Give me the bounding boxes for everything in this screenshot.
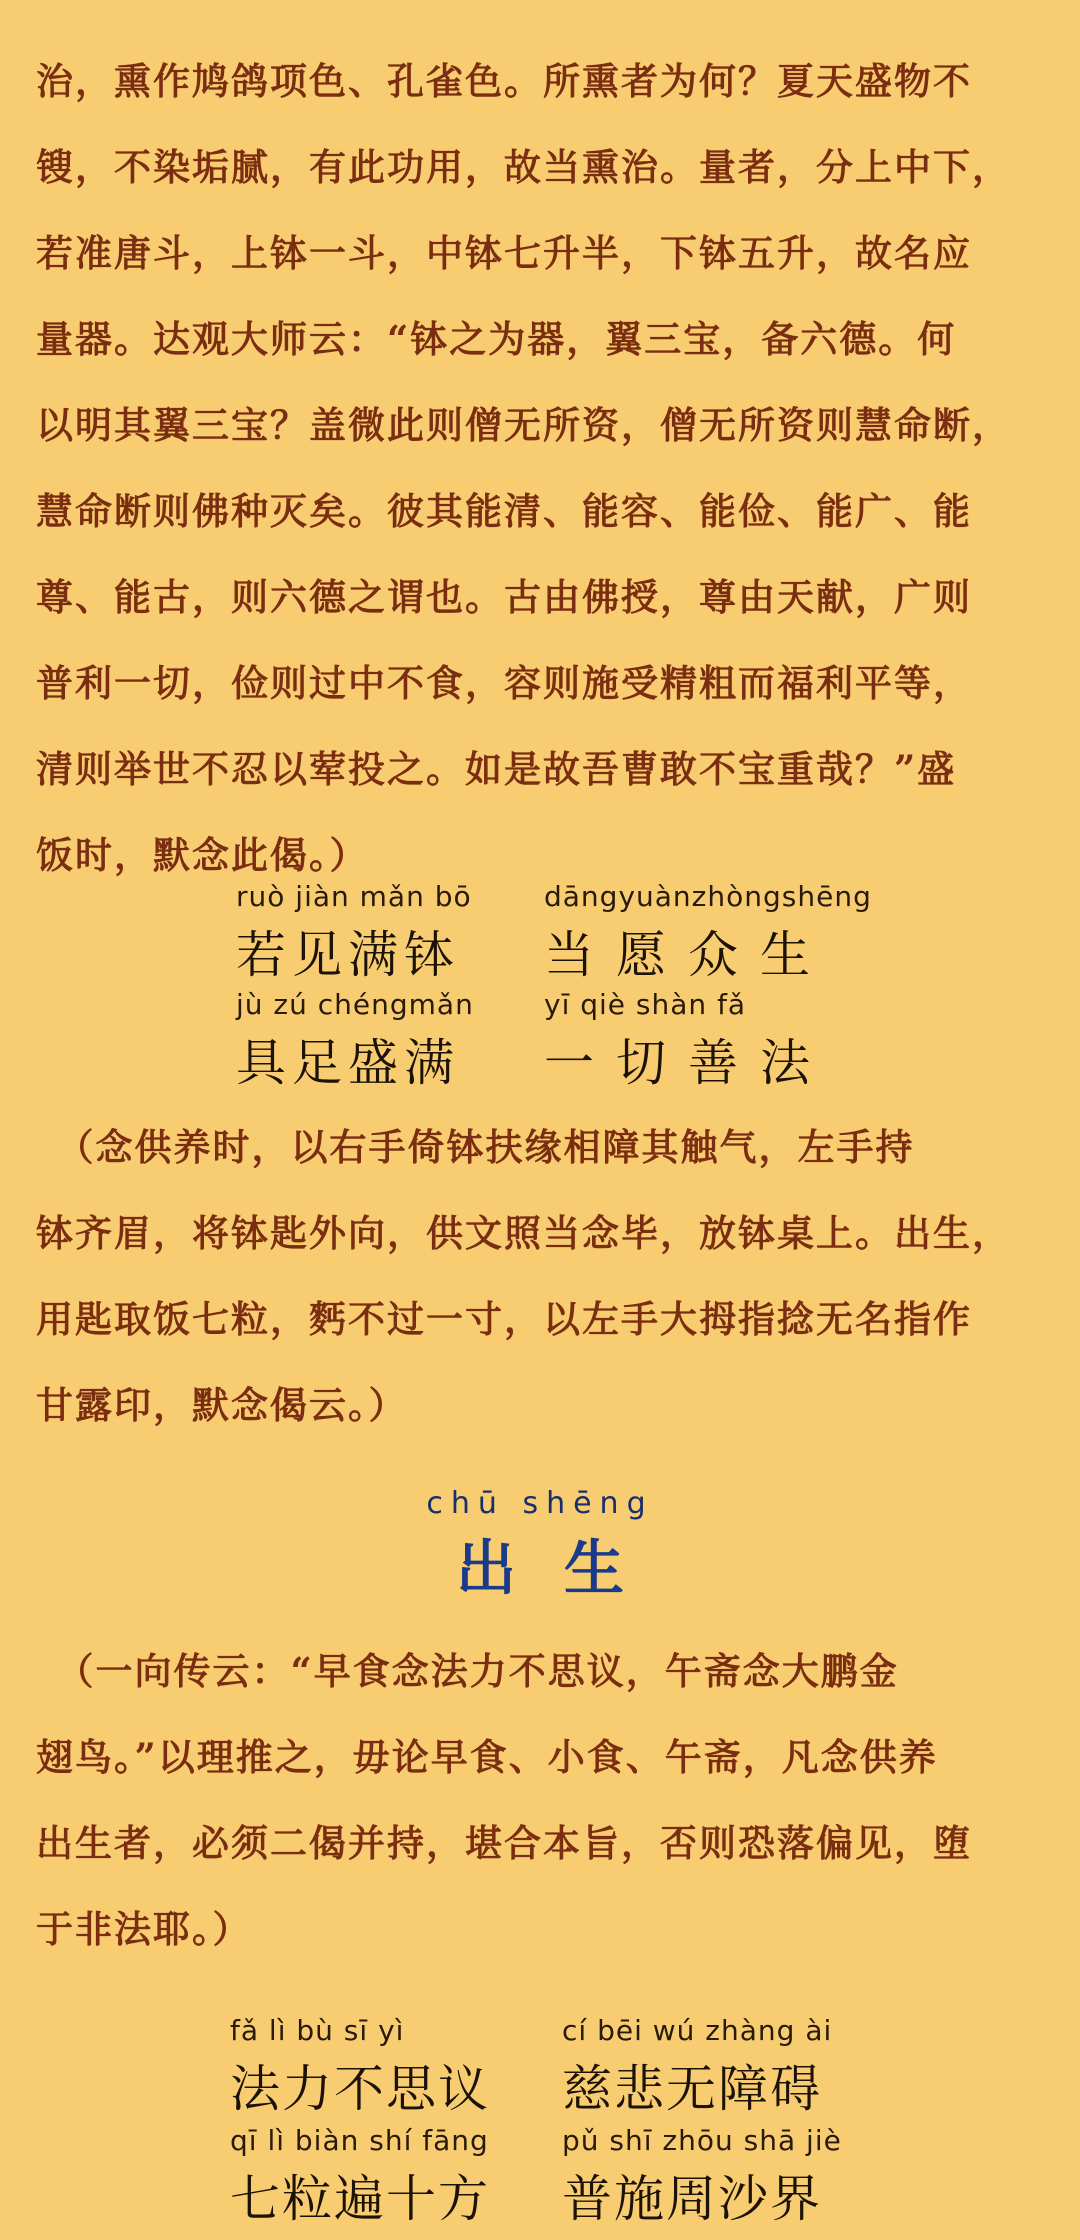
section-heading bbox=[0, 1486, 1080, 1607]
pinyin-annotation: fǎ lì bù sī yì bbox=[230, 2014, 405, 2047]
text-line: （念供养时，以右手倚钵扶缘相障其触气，左手持 bbox=[36, 1125, 915, 1169]
paragraph-commentary-1 bbox=[36, 38, 1011, 898]
text-line: （一向传云：“早食念法力不思议，午斋念大鹏金 bbox=[36, 1649, 899, 1693]
text-line: 钵齐眉，将钵匙外向，供文照当念毕，放钵桌上。出生， bbox=[36, 1211, 1011, 1255]
text-line: 清则举世不忍以荤投之。如是故吾曹敢不宝重哉？”盛 bbox=[36, 747, 957, 791]
verse-text: 具足盛满 bbox=[236, 1034, 460, 1092]
pinyin-annotation: pǔ shī zhōu shā jiè bbox=[562, 2124, 842, 2157]
paragraph-commentary-2 bbox=[36, 1104, 1011, 1448]
text-line: 于非法耶。） bbox=[36, 1907, 252, 1951]
verse-text: 慈悲无障碍 bbox=[562, 2060, 822, 2118]
paragraph-commentary-3 bbox=[36, 1628, 972, 1972]
verse-phrase bbox=[544, 880, 872, 987]
pinyin-annotation: qī lì biàn shí fāng bbox=[230, 2124, 489, 2157]
verse-phrase bbox=[562, 2014, 832, 2121]
verse-phrase bbox=[562, 2124, 842, 2231]
text-line: 普利一切，俭则过中不食，容则施受精粗而福利平等， bbox=[36, 661, 972, 705]
text-line: 尊、能古，则六德之谓也。古由佛授，尊由天献，广则 bbox=[36, 575, 972, 619]
text-line: 饭时，默念此偈。） bbox=[36, 833, 369, 877]
verse-text: 七粒遍十方 bbox=[230, 2170, 490, 2228]
verse-text: 普施周沙界 bbox=[562, 2170, 822, 2228]
text-line: 甘露印，默念偈云。） bbox=[36, 1383, 408, 1427]
text-line: 慧命断则佛种灭矣。彼其能清、能容、能俭、能广、能 bbox=[36, 489, 972, 533]
verse-phrase bbox=[544, 988, 832, 1095]
text-line: 治，熏作鸠鸽项色、孔雀色。所熏者为何？夏天盛物不 bbox=[36, 59, 972, 103]
verse-phrase bbox=[236, 988, 474, 1095]
verse-text: 当愿众生 bbox=[544, 926, 832, 984]
verse-text: 法力不思议 bbox=[230, 2060, 490, 2118]
text-line: 出生者，必须二偈并持，堪合本旨，否则恐落偏见，堕 bbox=[36, 1821, 972, 1865]
verse-phrase bbox=[236, 880, 472, 987]
heading-pinyin: chū shēng bbox=[426, 1486, 654, 1521]
pinyin-annotation: ruò jiàn mǎn bō bbox=[236, 880, 472, 913]
text-line: 量器。达观大师云：“钵之为器，翼三宝，备六德。何 bbox=[36, 317, 957, 361]
pinyin-annotation: jù zú chéngmǎn bbox=[236, 988, 474, 1021]
text-line: 锼，不染垢腻，有此功用，故当熏治。量者，分上中下， bbox=[36, 145, 1011, 189]
text-line: 若准唐斗，上钵一斗，中钵七升半，下钵五升，故名应 bbox=[36, 231, 972, 275]
verse-phrase bbox=[230, 2124, 490, 2231]
pinyin-annotation: yī qiè shàn fǎ bbox=[544, 988, 747, 1021]
text-line: 翅鸟。”以理推之，毋论早食、小食、午斋，凡念供养 bbox=[36, 1735, 938, 1779]
pinyin-annotation: dāngyuànzhòngshēng bbox=[544, 880, 872, 913]
verse-text: 若见满钵 bbox=[236, 926, 460, 984]
pinyin-annotation: cí bēi wú zhàng ài bbox=[562, 2014, 833, 2047]
verse-text: 一切善法 bbox=[544, 1034, 832, 1092]
text-line: 用匙取饭七粒，麫不过一寸，以左手大拇指捻无名指作 bbox=[36, 1297, 972, 1341]
heading-title: 出生 bbox=[456, 1534, 672, 1604]
verse-phrase bbox=[230, 2014, 490, 2121]
text-line: 以明其翼三宝？盖微此则僧无所资，僧无所资则慧命断， bbox=[36, 403, 1011, 447]
